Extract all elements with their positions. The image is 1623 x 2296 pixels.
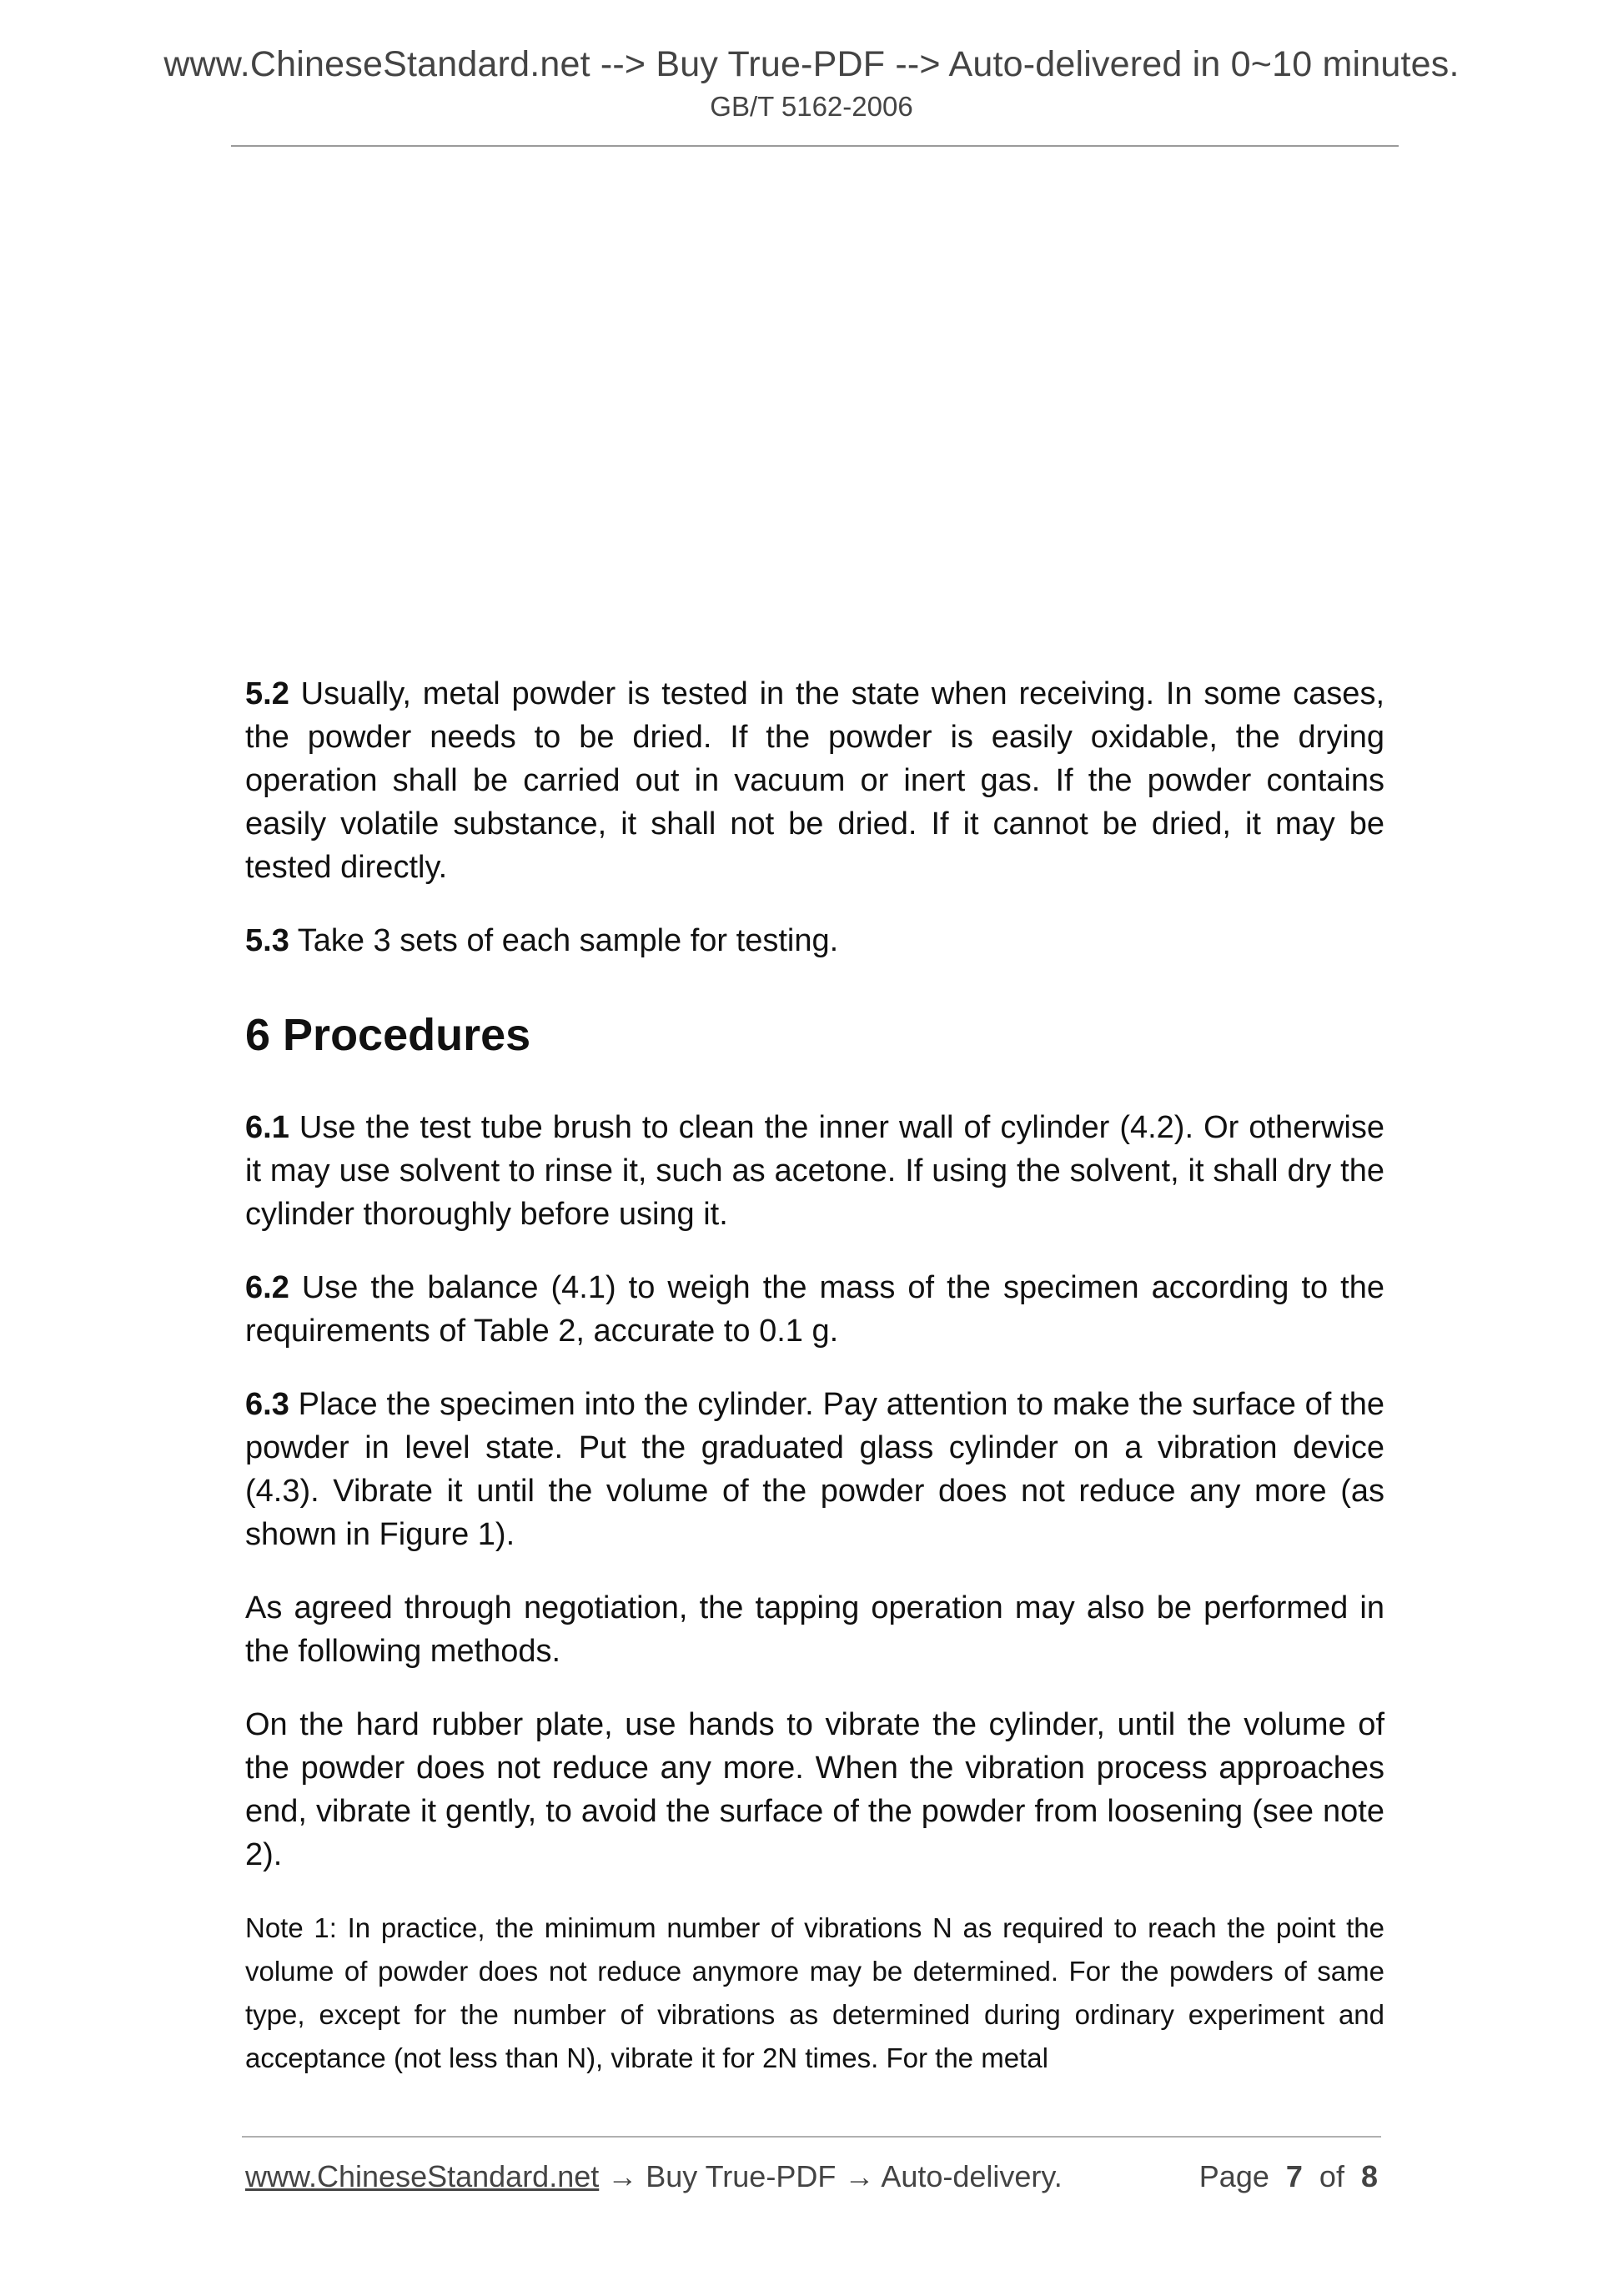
paragraph-rubber-plate: On the hard rubber plate, use hands to vibrate the cylinder, until the volume of the powder does not reduce any more. When the vibration process approaches end, vibrate it gently, to avoid the surface of the powder from loosening (see note 2). — [245, 1707, 1384, 1872]
current-page-number: 7 — [1285, 2159, 1303, 2193]
clause-text: Place the specimen into the cylinder. Pay attention to make the surface of the powder in level state. Put the graduated glass cylinder on a vibration device (4.3). Vibrate it until the volume of the powder does not reduce any more (as shown in Figure 1). — [245, 1387, 1384, 1552]
note-1: Note 1: In practice, the minimum number of vibrations N as required to reach the point the volume of powder does not reduce anymore may be determined. For the powders of same type, except for the number of vibrations as determined during ordinary experiment and acceptance (not less than N), vibrate it for 2N times. For the metal — [245, 1912, 1384, 2073]
footer-website-link[interactable]: www.ChineseStandard.net — [245, 2159, 600, 2193]
clause-number: 5.2 — [245, 676, 289, 711]
clause-number: 5.3 — [245, 923, 289, 958]
clause-text: Usually, metal powder is tested in the state when receiving. In some cases, the powder needs to be dried. If the powder is easily oxidable, the drying operation shall be carried out in vacuum or inert gas. If the powder contains easily volatile substance, it shall not be dried. If it cannot be dried, it may be tested directly. — [245, 676, 1384, 885]
header-divider — [231, 145, 1399, 147]
footer-divider — [242, 2136, 1381, 2138]
document-code: GB/T 5162-2006 — [710, 91, 913, 122]
document-body — [245, 672, 1384, 2080]
page-indicator — [1199, 2156, 1378, 2198]
total-pages-number: 8 — [1360, 2159, 1378, 2193]
clause-5-3 — [245, 919, 1384, 962]
header-banner-text: www.ChineseStandard.net --> Buy True-PDF --> Auto-delivered in 0~10 minutes. — [163, 44, 1460, 84]
clause-text: Use the balance (4.1) to weigh the mass of the specimen according to the requirements of Table 2, accurate to 0.1 g. — [245, 1270, 1384, 1349]
clause-number: 6.1 — [245, 1110, 289, 1145]
clause-text: Take 3 sets of each sample for testing. — [289, 923, 839, 958]
page-header — [0, 42, 1623, 123]
footer-promo-text: → Buy True-PDF → Auto-delivery. — [599, 2159, 1063, 2193]
clause-number: 6.3 — [245, 1387, 289, 1422]
clause-6-3 — [245, 1383, 1384, 1556]
clause-text: Use the test tube brush to clean the inner wall of cylinder (4.2). Or otherwise it may use solvent to rinse it, such as acetone. If using the solvent, it shall dry the cylinder thoroughly before using it. — [245, 1110, 1384, 1232]
clause-5-2 — [245, 672, 1384, 889]
page-of-label: of — [1319, 2159, 1344, 2193]
section-heading-procedures: 6 Procedures — [245, 1010, 531, 1060]
paragraph-negotiation: As agreed through negotiation, the tapping operation may also be performed in the following methods. — [245, 1590, 1384, 1669]
page-label: Page — [1198, 2159, 1269, 2193]
footer-promo — [245, 2156, 1063, 2198]
clause-number: 6.2 — [245, 1270, 289, 1305]
page-footer — [245, 2156, 1381, 2198]
clause-6-1 — [245, 1106, 1384, 1236]
clause-6-2 — [245, 1266, 1384, 1353]
